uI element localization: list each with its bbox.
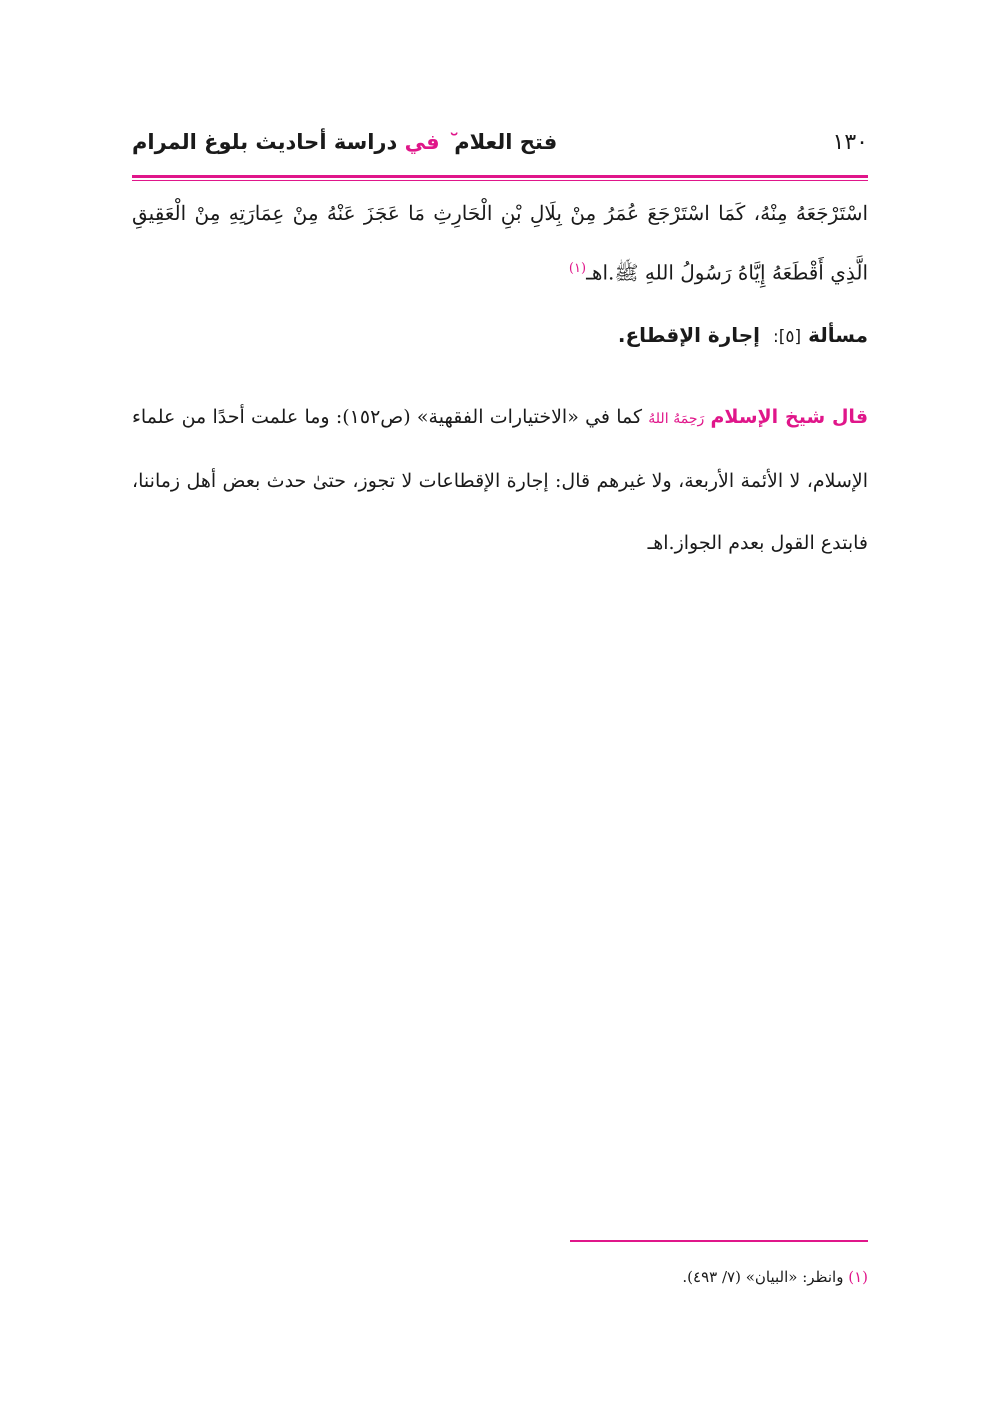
hadith-text [132, 186, 868, 301]
issue-label: مسألة [808, 323, 868, 347]
footnote-source: «البيان» [745, 1268, 798, 1286]
footnote-divider [570, 1240, 868, 1242]
quote-paragraph [132, 386, 868, 574]
honorific-glyph: رَحِمَهُ اللهُ [648, 411, 705, 427]
running-title-em: ﬞ في [404, 130, 447, 154]
running-title-part2: دراسة أحاديث بلوغ المرام [132, 130, 405, 154]
hadith-line-2: الْعَقِيقِ الَّذِي أَقْطَعَهُ إِيَّاهُ رَسُولُ اللهِ ﷺ.اهـ [132, 201, 868, 285]
quote-source: «الاختيارات الفقهية» [416, 406, 579, 428]
issue-tag: [٥]: [772, 327, 802, 347]
footnote-number: (١) [848, 1268, 868, 1286]
issue-heading [618, 323, 868, 347]
running-title-part1: فتح العلام [446, 130, 558, 154]
header-divider [132, 175, 868, 181]
footnote-text-b: (٧/ ٤٩٣). [682, 1268, 746, 1286]
footnote-text-a: وانظر: [797, 1268, 849, 1286]
quote-text-b: (ص١٥٢): وما علمت أحدًا من علماء الإسلام، لا الأئمة الأربعة، ولا غيرهم قال: إجارة الإقطاعات لا تجوز، حتىٰ حدث بعض أهل زماننا، فابتدع القول بعدم الجواز.اهـ [132, 406, 868, 554]
hadith-line-1: اسْتَرْجَعَهُ مِنْهُ، كَمَا اسْتَرْجَعَ عُمَرُ مِنْ بِلَالِ بْنِ الْحَارِثِ مَا عَجَزَ عَنْهُ مِنْ عِمَارَتِهِ مِنْ [194, 201, 869, 225]
quote-speaker: قال شيخ الإسلام [710, 406, 869, 428]
running-title [132, 130, 557, 154]
issue-title: إجارة الإقطاع. [617, 323, 761, 347]
page-header [132, 126, 868, 184]
quote-text-a: كما في [578, 406, 649, 428]
footnote [682, 1268, 868, 1286]
page-number: ١٣٠ [832, 130, 868, 155]
footnote-reference[interactable]: (١) [568, 261, 587, 276]
